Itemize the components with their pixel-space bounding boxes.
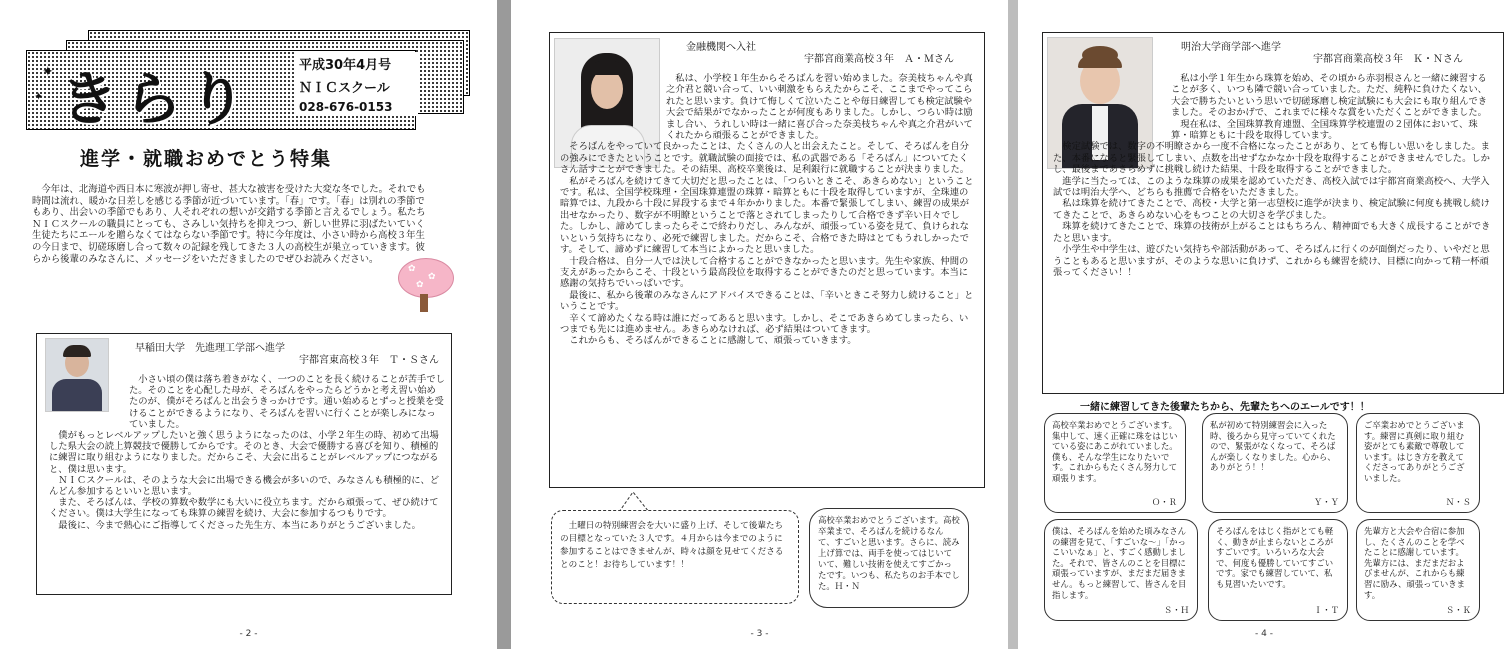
intro-text: 今年は、北海道や西日本に寒波が押し寄せ、甚大な被害を受けた大変な冬でした。それでも時間は流れ、暖かな日差しを感じる季節が近づいています。「春」です。「春」は別れの季節でもあり、出会いの季節でもあり、人それぞれの想いが交錯する季節と言えるでしょう。私たちＮＩＣスクールの職員にとっても、さみしい気持ちを抑えつつ、新しい世界に羽ばたいていく生徒たちにエールを贈らなくてはならない季節です。特に今年度は、小さい時から高校３年生の今日まで、切磋琢磨し合って数々の記録を残してきた３人の高校生が巣立っていきます。彼らから後輩のみなさんに、メッセージをいただきましたのでぜひお読みください。 [32, 184, 426, 265]
page-number: - 4 - [1255, 629, 1273, 639]
profile-body [560, 73, 976, 347]
profile-school: 宇都宮商業高校３年 Ｋ・Ｎさん [1313, 54, 1463, 65]
cheer-signature: Ｙ・Ｙ [1313, 497, 1339, 507]
page-number: - 2 - [239, 629, 258, 639]
profile-paragraph: 検定試験では、数字の不明瞭さから一度不合格になったことがあり、とても悔しい思いをしました。また、本番になると緊張してしまい、点数を出せずなかなか十段を取得することができませんでした。しかし、最後まであきらめずに挑戦し続けた結果、十段を取得することができました。 [1053, 141, 1490, 176]
profile-paragraph: 小学生や中学生は、遊びたい気持ちや部活動があって、そろばんに行くのが面倒だったり、いやだと思うこともあると思いますが、そのような思いに負けず、これからも練習を続け、目標に向かって精一杯頑張ってください！！ [1053, 244, 1490, 278]
issue-date: 平成30年4月号 [299, 58, 392, 73]
profile-paragraph: 辛くて諦めたくなる時は誰にだってあると思います。しかし、そこであきらめてしまったら、いつまでも先には進めません。あきらめなければ、必ず結果はついてきます。 [560, 312, 969, 335]
cheer-text: そろばんをはじく指がとても軽く、動きが止まらないところがすごいです。いろいろな大会で、何度も優勝していてすごいです。家でも練習していて、私も見習いたいです。 [1216, 526, 1334, 589]
profile-paragraph: 私は珠算を続けてきたことで、高校・大学と第一志望校に進学が決まり、検定試験に何度も挑戦し続けてきたことで、あきらめない心をもつことの大切さを学びました。 [1053, 198, 1490, 221]
cheer-signature: Ｏ・Ｒ [1151, 497, 1177, 507]
cheer-card [1044, 519, 1198, 621]
profile-paragraph: これからも、そろばんができることに感謝して、頑張っていきます。 [569, 335, 857, 347]
profile-paragraph: そろばんをやっていて良かったことは、たくさんの人と出会えたこと。そして、そろばんを自分の強みにできたということです。就職試験の面接では、私の武器である「そろばん」についてたくさん話すことができました。その結果、高校卒業後は、足利銀行に就職することが決まりました。 [560, 141, 970, 176]
profile-paragraph: 十段合格は、自分一人では決して合格することができなかったと思います。先生や家族、仲間の支えがあったからこそ、十段という最高段位を取得することができたのだと思っています。本当に感謝の気持ちでいっぱいです。 [560, 255, 969, 290]
profile-card-ts [36, 333, 452, 595]
profile-paragraph: また、そろばんは、学校の算数や数学にも大いに役立ちます。だから頑張って、ぜひ続けてください。僕は大学生になっても珠算の練習を続け、大会に参加するつもりです。 [49, 497, 439, 520]
phone-number: 028-676-0153 [299, 100, 393, 114]
cheer-card [1356, 519, 1480, 621]
profile-paragraph: 現在私は、全国珠算教育連盟、全国珠算学校連盟の２団体において、珠算・暗算ともに十段を取得しています。 [1171, 118, 1478, 142]
profile-paragraph: 私は小学１年生から珠算を始め、その頃から赤羽根さんと一緒に練習することが多く、いつも隣で競い合っていました。ただ、純粋に負けたくない、大会で勝ちたいという思いで切磋琢磨し検定試験にも大会にも取り組んできました。そのおかげで、これまでに様々な賞をいただくことができました。 [1171, 73, 1488, 119]
profile-school: 宇都宮東高校３年 Ｔ・Ｓさん [299, 355, 439, 366]
profile-paragraph: 私は、小学校１年生からそろばんを習い始めました。奈美枝ちゃんや真之介君と競い合って、いい刺激をもらえたからこそ、ここまでやってこられたと思います。負けて悔しくて泣いたことや毎日練習しても検定試験や大会で結果がでなかったことが何度もありました。しかし、つらい時は励まし合い、うれしい時は一緒に喜び合った奈美枝ちゃんや真之介君がいてくれたから頑張ることができました。 [666, 73, 973, 142]
sparkle-icon: ✦ [42, 64, 54, 80]
feature-heading: 進学・就職おめでとう特集 [80, 148, 333, 170]
cheer-text: 高校卒業おめでとうございます。高校卒業まで、そろばんを続けるなんて、すごいと思います。さらに、読み上げ算では、両手を使ってはじいていて、難しい技術を使えてすごかったです。いつも、私たちのお手本でした。Ｈ・Ｎ [818, 515, 960, 591]
cherry-blossom-tree-icon: ✿ ✿ ✿ [394, 256, 456, 314]
profile-paragraph: 最後に、私から後輩のみなさんにアドバイスできることは、「辛いときこそ努力し続けること」ということです。 [560, 289, 974, 313]
cheer-heading: 一緒に練習してきた後輩たちから、先輩たちへのエールです！！ [1080, 402, 1370, 413]
page-divider [1008, 0, 1018, 649]
profile-paragraph: 進学に当たっては、このような珠算の成果を認めていただき、高校入試では宇都宮商業高校へ、大学入試では明治大学へ、どちらも推薦で合格をいただきました。 [1053, 175, 1490, 199]
cheer-card [1208, 519, 1348, 621]
profile-paragraph: 最後に、今まで熱心にご指導してくださった先生方、本当にありがとうございました。 [58, 519, 421, 531]
profile-paragraph: 私がそろばんを続けてきて大切だと思ったことは、「つらいときこそ、あきらめない」ということです。私は、全国学校珠理・全国珠算連盟の珠算・暗算ともに十段を取得していますが、全珠連の暗算では、九段から十段に昇段するまで４年かかりました。本番で緊張してしまい、練習の成果が出せなかったり、数字が不明瞭ということで落とされてしまったりして合格できず辛い日々でした。しかし、諦めてしまったらそこで終わりだし、みんなが、頑張っている姿を見て、負けられないという気持ちになり、必死で練習しました。だからこそ、合格できた時はとてもうれしかったです。そして、諦めずに練習して本当によかったと思いました。 [560, 175, 974, 256]
cheer-card-hn [809, 508, 969, 608]
masthead [26, 30, 468, 133]
page-2 [0, 0, 497, 649]
school-name: ＮＩＣスクール [299, 81, 390, 96]
masthead-info [296, 52, 418, 116]
profile-body [1053, 73, 1495, 278]
cheer-signature: Ｎ・Ｓ [1445, 497, 1471, 507]
cheer-text: 高校卒業おめでとうございます。集中して、速く正確に珠をはじいている姿にあこがれていました。僕も、そんな学生になりたいです。これからもたくさん努力して頑張ります。 [1052, 420, 1178, 483]
cheer-text: 私が初めて特別練習会に入った時、後ろから見守っていてくれたので、緊張がなくなって、そろばんが楽しくなりました。心から、ありがとう！！ [1210, 420, 1336, 473]
profile-school: 宇都宮商業高校３年 Ａ・Ｍさん [804, 54, 954, 65]
cheer-signature: Ｓ・Ｈ [1163, 605, 1189, 615]
page-4 [1018, 0, 1510, 649]
event-bubble [551, 510, 799, 604]
profile-destination: 金融機関へ入社 [686, 42, 756, 53]
profile-paragraph: 小さい頃の僕は落ち着きがなく、一つのことを長く続けることが苦手でした。そのことを心配した母が、そろばんをやったらどうかと考え習い始めたのが、僕がそろばんと出会うきっかけです。通い始めるとずっと授業を受けることができるようになり、そろばんを習いに行くことが楽しみになっていました。 [129, 374, 445, 430]
cheer-text: ご卒業おめでとうございます。練習に真剣に取り組む姿がとても素敵で尊敬しています。はじき方を教えてくださってありがとうございました。 [1364, 420, 1465, 483]
cheer-text: 僕は、そろばんを始めた頃みなさんの練習を見て、「すごいな～」「かっこいいなぁ」と、すごく感動しました。それで、皆さんのことを目標に頑張っていますが、まだまだ届きません。もっと練習して、皆さんを目指します。 [1052, 526, 1187, 600]
profile-paragraph: 珠算を続けてきたことで、珠算の技術が上がることはもちろん、精神面でも大きく成長することができたと思います。 [1053, 221, 1491, 244]
profile-body [49, 374, 445, 531]
cheer-signature: Ｓ・Ｋ [1445, 605, 1471, 615]
profile-destination: 明治大学商学部へ進学 [1181, 42, 1281, 53]
profile-destination: 早稲田大学 先進理工学部へ進学 [135, 343, 285, 354]
masthead-title: きらり [60, 65, 253, 133]
cheer-text: 先輩方と大会や合宿に参加し、たくさんのことを学べたことに感謝しています。先輩方には、まだまだおよびませんが、これからも練習に励み、頑張っていきます。 [1364, 526, 1466, 600]
sparkle-icon: ✦ [34, 90, 44, 103]
page-3 [511, 0, 1008, 649]
cheer-signature: Ｉ・Ｔ [1313, 605, 1339, 615]
profile-paragraph: 僕がもっとレベルアップしたいと強く思うようになったのは、小学２年生の時、初めて出場した県大会の読上算競技で優勝してからです。そのとき、大会で優勝する喜びを知り、積極的に練習に取り組むようになりました。だからこそ、大会に出ることがレベルアップにつながると、僕は思います。 [49, 430, 439, 475]
cheer-card [1202, 413, 1348, 513]
cheer-card [1356, 413, 1480, 513]
profile-card-kn [1042, 32, 1504, 394]
page-divider [497, 0, 511, 649]
page-number: - 3 - [750, 629, 769, 639]
profile-card-am [549, 32, 985, 488]
profile-paragraph: ＮＩＣスクールは、そのような大会に出場できる機会が多いので、みなさんも積極的に、どんどん参加するといいと思います。 [49, 474, 440, 498]
cheer-card [1044, 413, 1186, 513]
event-bubble-text: 土曜日の特別練習会を大いに盛り上げ、そして後輩たちの目標となっていた３人です。４月からは今までのように参加することはできませんが、時々は顔を見せてくださるとのこと！お待ちしています！！ [560, 521, 784, 570]
